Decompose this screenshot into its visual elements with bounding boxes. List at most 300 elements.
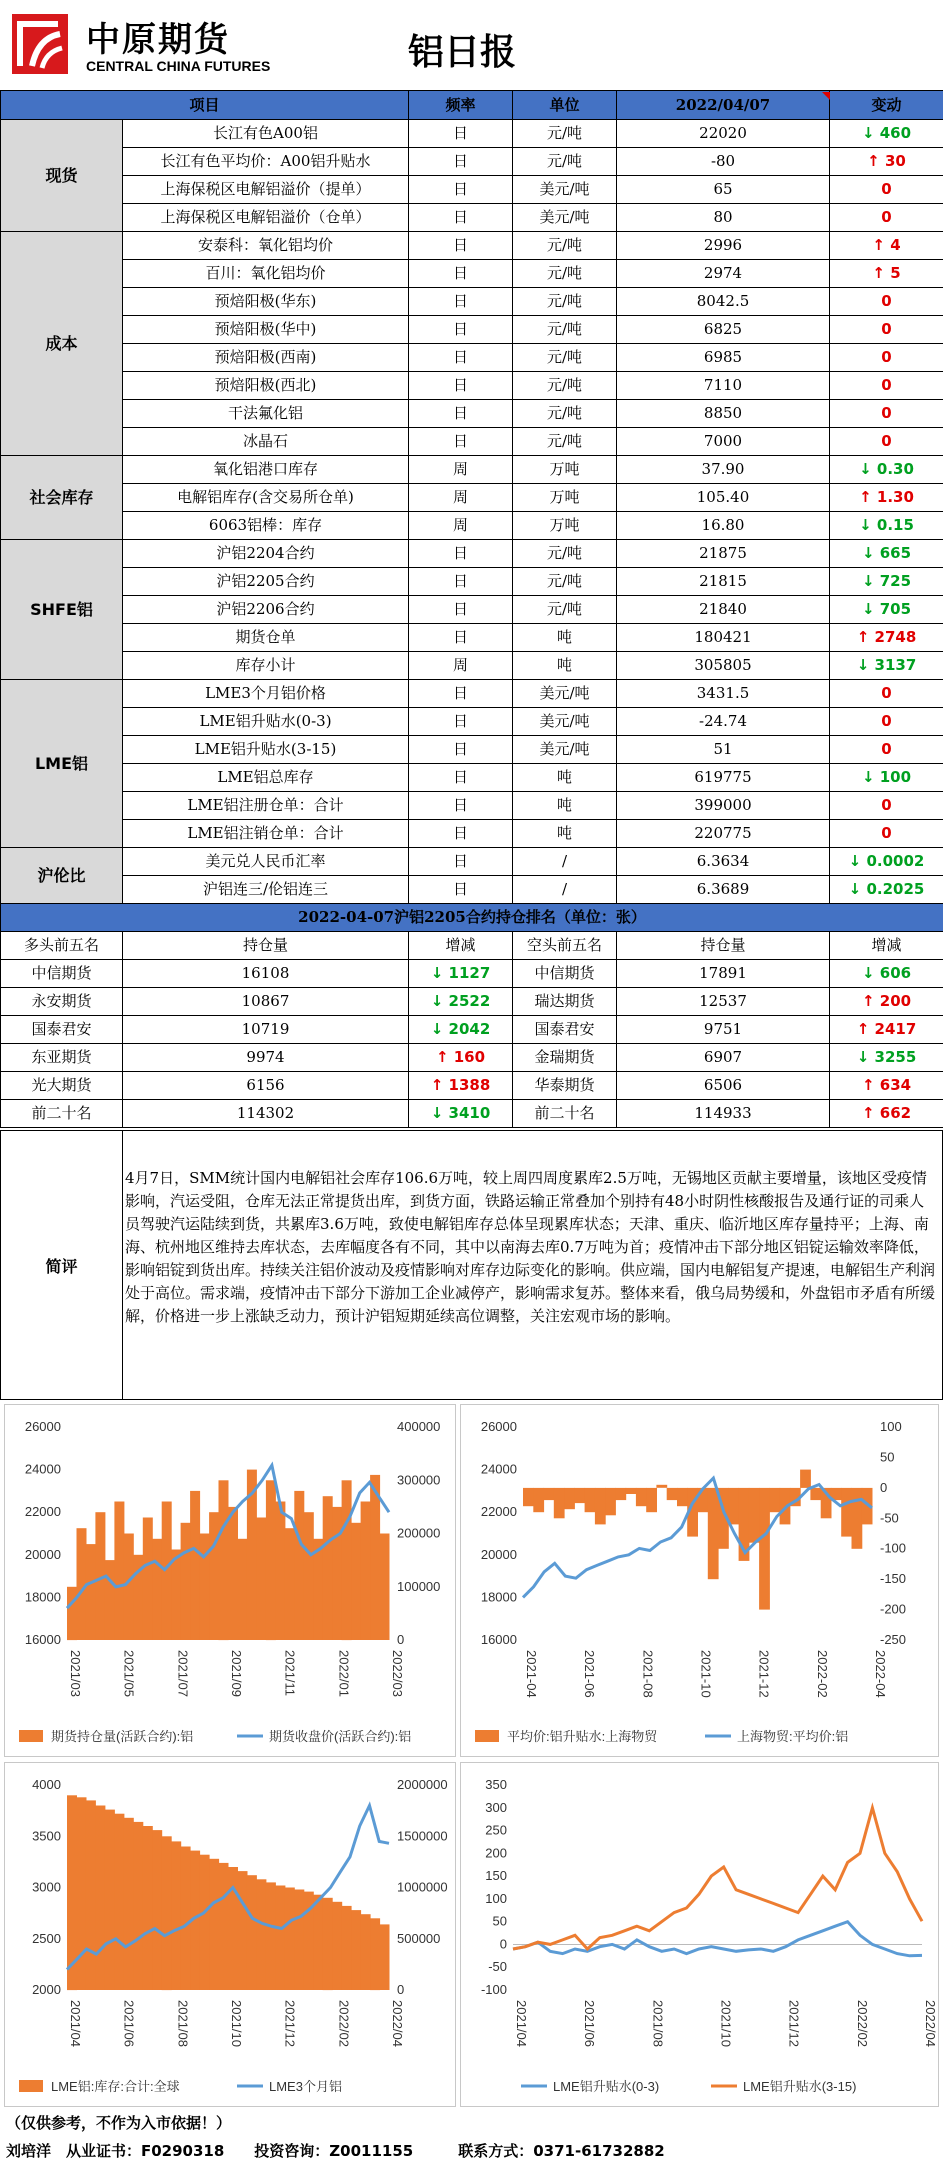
bar-mark <box>615 1488 626 1500</box>
value: 6.3689 <box>617 876 830 904</box>
bar-mark <box>656 1485 667 1488</box>
y-left-tick-label: 24000 <box>24 1461 61 1477</box>
change-value: 3255 <box>874 1048 917 1066</box>
value: 8850 <box>617 400 830 428</box>
change-value: 3410 <box>448 1104 491 1122</box>
arrow-up-icon: ↑ <box>435 1048 454 1066</box>
table-row <box>1 624 943 652</box>
comment-section <box>0 1130 943 1400</box>
bar-mark <box>124 1534 134 1641</box>
bar-mark <box>105 1560 115 1640</box>
y-left-tick-label: 24000 <box>480 1461 517 1477</box>
table-row <box>1 148 943 176</box>
item-name: LME铝升贴水(3-15) <box>123 736 409 764</box>
y-right-tick-label: 400000 <box>397 1419 441 1434</box>
change-value: 725 <box>879 572 912 590</box>
positions-row <box>1 1072 943 1100</box>
value: 6825 <box>617 316 830 344</box>
bar-mark <box>95 1806 105 1991</box>
bar-mark <box>342 1906 352 1990</box>
x-tick-label: 2021/12 <box>282 2000 298 2047</box>
bar-mark <box>285 1888 295 1991</box>
change-cell <box>830 568 943 596</box>
page-title: 铝日报 <box>408 32 517 73</box>
long-change <box>409 1100 513 1128</box>
change-cell <box>830 540 943 568</box>
change-value: 0 <box>881 404 892 422</box>
bar-mark <box>351 1910 361 1990</box>
long-position: 10719 <box>123 1016 409 1044</box>
short-change <box>830 1016 943 1044</box>
table-row <box>1 512 943 540</box>
y-right-tick-label: 0 <box>397 1982 405 1997</box>
item-name: 氧化铝港口库存 <box>123 456 409 484</box>
change-cell <box>830 820 943 848</box>
y-right-tick-label: 200000 <box>397 1525 441 1541</box>
bar-mark <box>171 1550 181 1641</box>
frequency: 日 <box>409 148 513 176</box>
bar-mark <box>171 1841 181 1990</box>
y-left-tick-label: 200 <box>485 1845 507 1861</box>
table-row <box>1 876 943 904</box>
change-cell <box>830 260 943 288</box>
bar-mark <box>667 1488 678 1500</box>
y-left-tick-label: 3500 <box>32 1828 61 1844</box>
table-row <box>1 792 943 820</box>
unit: 吨 <box>513 764 617 792</box>
short-member: 金瑞期货 <box>513 1044 617 1072</box>
frequency: 日 <box>409 568 513 596</box>
x-tick-label: 2021/08 <box>650 2000 666 2047</box>
arrow-down-icon: ↓ <box>861 600 880 618</box>
arrow-down-icon: ↓ <box>861 544 880 562</box>
bar-mark <box>595 1488 606 1525</box>
y-left-tick-label: 18000 <box>24 1589 61 1605</box>
change-value: 1.30 <box>876 488 914 506</box>
item-name: 沪铝2205合约 <box>123 568 409 596</box>
unit: 吨 <box>513 792 617 820</box>
value: 80 <box>617 204 830 232</box>
value: 21815 <box>617 568 830 596</box>
table-row <box>1 400 943 428</box>
change-cell <box>830 596 943 624</box>
x-tick-label: 2021-08 <box>640 1650 656 1698</box>
comment-label: 简评 <box>1 1131 123 1399</box>
y-right-tick-label: 50 <box>880 1449 895 1465</box>
value: 21840 <box>617 596 830 624</box>
bar-mark <box>219 1863 229 1990</box>
long-member: 光大期货 <box>1 1072 123 1100</box>
category-cell: 社会库存 <box>1 456 123 540</box>
change-value: 5 <box>890 264 901 282</box>
change-cell <box>830 204 943 232</box>
value: 180421 <box>617 624 830 652</box>
item-name: 长江有色A00铝 <box>123 120 409 148</box>
bar-mark <box>114 1814 124 1990</box>
item-name: 长江有色平均价：A00铝升贴水 <box>123 148 409 176</box>
value: 619775 <box>617 764 830 792</box>
change-value: 4 <box>890 236 901 254</box>
y-right-tick-label: -200 <box>880 1601 907 1617</box>
arrow-down-icon: ↓ <box>859 516 877 534</box>
y-right-tick-label: -100 <box>880 1540 907 1556</box>
x-tick-label: 2021/10 <box>718 2000 734 2047</box>
frequency: 日 <box>409 428 513 456</box>
change-cell <box>830 708 943 736</box>
long-member: 前二十名 <box>1 1100 123 1128</box>
long-member: 中信期货 <box>1 960 123 988</box>
short-position: 9751 <box>617 1016 830 1044</box>
change-value: 0 <box>881 796 892 814</box>
y-left-tick-label: 100 <box>485 1890 507 1906</box>
y-right-tick-label: 500000 <box>397 1930 441 1946</box>
unit: 万吨 <box>513 512 617 540</box>
value: 22020 <box>617 120 830 148</box>
arrow-down-icon: ↓ <box>430 1104 449 1122</box>
bar-mark <box>351 1523 361 1640</box>
item-name: 预焙阳极(西南) <box>123 344 409 372</box>
arrow-down-icon: ↓ <box>861 572 880 590</box>
change-value: 0 <box>881 684 892 702</box>
change-cell <box>830 176 943 204</box>
frequency: 日 <box>409 232 513 260</box>
bar-mark <box>200 1855 210 1990</box>
x-tick-label: 2021/04 <box>514 2000 529 2047</box>
arrow-down-icon: ↓ <box>430 992 449 1010</box>
unit: 美元/吨 <box>513 736 617 764</box>
short-member: 瑞达期货 <box>513 988 617 1016</box>
y-left-tick-label: 16000 <box>480 1632 517 1647</box>
x-tick-label: 2021/10 <box>229 2000 244 2047</box>
corner-mark-icon <box>822 92 830 100</box>
change-cell <box>830 652 943 680</box>
y-right-tick-label: 100 <box>880 1419 902 1434</box>
bar-mark <box>810 1488 821 1500</box>
x-tick-label: 2021/07 <box>175 1650 191 1697</box>
unit: 美元/吨 <box>513 204 617 232</box>
bar-mark <box>181 1847 191 1991</box>
bar-mark <box>86 1544 96 1640</box>
bar-mark <box>574 1488 585 1503</box>
change-value: 2042 <box>448 1020 491 1038</box>
bar-mark <box>728 1488 739 1525</box>
item-name: 库存小计 <box>123 652 409 680</box>
change-value: 634 <box>879 1076 912 1094</box>
change-cell <box>830 876 943 904</box>
category-cell: 现货 <box>1 120 123 232</box>
bar-mark <box>238 1871 248 1990</box>
change-value: 0 <box>881 180 892 198</box>
item-name: 上海保税区电解铝溢价（仓单） <box>123 204 409 232</box>
table-row <box>1 484 943 512</box>
item-name: 干法氟化铝 <box>123 400 409 428</box>
unit: 元/吨 <box>513 372 617 400</box>
x-tick-label: 2022-02 <box>814 1650 830 1698</box>
item-name: 期货仓单 <box>123 624 409 652</box>
table-row <box>1 260 943 288</box>
item-name: LME铝注册仓单：合计 <box>123 792 409 820</box>
y-right-tick-label: 1000000 <box>397 1879 448 1895</box>
col-header: 2022/04/07 <box>617 91 830 120</box>
logo-english-name: CENTRAL CHINA FUTURES <box>86 58 271 74</box>
bar-mark <box>209 1512 219 1640</box>
bar-mark <box>332 1902 342 1990</box>
col-header: 变动 <box>830 91 943 120</box>
positions-col-header: 多头前五名 <box>1 932 123 960</box>
change-value: 0 <box>881 292 892 310</box>
bar-mark <box>114 1502 124 1641</box>
change-cell <box>830 400 943 428</box>
table-row <box>1 540 943 568</box>
item-name: 预焙阳极(华东) <box>123 288 409 316</box>
change-value: 665 <box>879 544 912 562</box>
bar-mark <box>181 1523 191 1640</box>
short-position: 6907 <box>617 1044 830 1072</box>
positions-col-header: 增减 <box>830 932 943 960</box>
chart-lme-spreads <box>460 1762 939 2107</box>
category-cell: SHFE铝 <box>1 540 123 680</box>
price-table <box>0 90 943 904</box>
bar-mark <box>626 1488 637 1494</box>
bar-mark <box>285 1528 295 1640</box>
short-member: 国泰君安 <box>513 1016 617 1044</box>
item-name: LME铝注销仓单：合计 <box>123 820 409 848</box>
unit: 元/吨 <box>513 120 617 148</box>
comment-text: 4月7日，SMM统计国内电解铝社会库存106.6万吨，较上周四周度累库2.5万吨，无锡地区贡献主要增量，该地区受疫情影响，汽运受阻，仓库无法正常提货出库，到货方面，铁路运输正常叠加个别持有48小时阴性核酸报告及通行证的司乘人员驾驶汽运陆续到货，共累库3.6万吨，致使电解铝库存总体呈现累库状态；天津、重庆、临沂地区库存量持平；上海、南海、杭州地区维持去库状态，去库幅度各有不同，其中以南海去库0.7万吨为首；疫情冲击下部分地区铝锭运输效率降低，影响铝锭到货出库。持续关注铝价波动及疫情影响对库存边际变化的影响。供应端，国内电解铝复产提速，电解铝生产利润处于高位。需求端，疫情冲击下部分下游加工企业减停产，影响需求复苏。整体来看，俄乌局势缓和，外盘铝市矛盾有所缓解，价格进一步上涨缺乏动力，预计沪铝短期延续高位调整，关注宏观市场的影响。 <box>125 1169 936 1325</box>
y-left-tick-label: 250 <box>485 1822 507 1838</box>
arrow-up-icon: ↑ <box>872 264 891 282</box>
y-left-tick-label: 26000 <box>24 1419 61 1434</box>
legend-swatch-icon <box>19 2080 43 2092</box>
long-change <box>409 988 513 1016</box>
value: 105.40 <box>617 484 830 512</box>
bar-mark <box>605 1488 616 1515</box>
legend-label: 期货持仓量(活跃合约):铝 <box>51 1729 194 1744</box>
item-name: LME3个月铝价格 <box>123 680 409 708</box>
change-value: 160 <box>453 1048 486 1066</box>
change-value: 0 <box>881 376 892 394</box>
x-tick-label: 2022/02 <box>854 2000 870 2047</box>
frequency: 日 <box>409 736 513 764</box>
bar-mark <box>585 1488 596 1512</box>
change-cell <box>830 792 943 820</box>
x-tick-label: 2022/01 <box>336 1650 352 1697</box>
long-position: 114302 <box>123 1100 409 1128</box>
bar-mark <box>380 1534 390 1641</box>
legend-label: 期货收盘价(活跃合约):铝 <box>269 1729 412 1744</box>
positions-title: 2022-04-07沪铝2205合约持仓排名（单位：张） <box>1 904 943 932</box>
unit: 吨 <box>513 624 617 652</box>
bar-mark <box>238 1539 248 1640</box>
bar-mark <box>294 1491 304 1640</box>
item-name: 预焙阳极(华中) <box>123 316 409 344</box>
frequency: 日 <box>409 764 513 792</box>
change-value: 0 <box>881 348 892 366</box>
bar-mark <box>370 1475 380 1640</box>
y-left-tick-label: 300 <box>485 1799 507 1815</box>
table-row <box>1 652 943 680</box>
bar-mark <box>677 1488 688 1506</box>
frequency: 周 <box>409 652 513 680</box>
y-left-tick-label: 20000 <box>24 1546 61 1562</box>
bar-mark <box>275 1502 285 1641</box>
y-left-tick-label: 20000 <box>480 1546 517 1562</box>
item-name: 沪铝2204合约 <box>123 540 409 568</box>
x-tick-label: 2022/02 <box>336 2000 352 2047</box>
y-left-tick-label: -50 <box>488 1959 507 1975</box>
bar-mark <box>209 1859 219 1990</box>
unit: 元/吨 <box>513 344 617 372</box>
legend-label: LME铝升贴水(3-15) <box>743 2079 857 2094</box>
value: 399000 <box>617 792 830 820</box>
bar-mark <box>564 1488 575 1509</box>
short-change <box>830 1072 943 1100</box>
change-value: 0.15 <box>876 516 914 534</box>
change-value: 0.0002 <box>866 852 925 870</box>
bar-mark <box>769 1488 780 1512</box>
table-row <box>1 344 943 372</box>
arrow-up-icon: ↑ <box>861 992 880 1010</box>
value: 305805 <box>617 652 830 680</box>
change-value: 662 <box>879 1104 912 1122</box>
short-member: 中信期货 <box>513 960 617 988</box>
value: 16.80 <box>617 512 830 540</box>
item-name: 安泰科：氧化铝均价 <box>123 232 409 260</box>
long-position: 9974 <box>123 1044 409 1072</box>
table-row <box>1 736 943 764</box>
value: 65 <box>617 176 830 204</box>
legend-label: 平均价:铝升贴水:上海物贸 <box>507 1729 658 1744</box>
short-change <box>830 1044 943 1072</box>
short-position: 6506 <box>617 1072 830 1100</box>
arrow-down-icon: ↓ <box>861 768 880 786</box>
legend-label: LME铝:库存:合计:全球 <box>51 2079 180 2094</box>
value: 37.90 <box>617 456 830 484</box>
arrow-up-icon: ↑ <box>867 152 885 170</box>
col-header-item: 项目 <box>1 91 409 120</box>
table-row <box>1 820 943 848</box>
frequency: 日 <box>409 344 513 372</box>
change-value: 2748 <box>874 628 917 646</box>
bar-mark <box>256 1879 266 1990</box>
unit: 元/吨 <box>513 232 617 260</box>
table-row <box>1 764 943 792</box>
bar-mark <box>133 1822 143 1990</box>
change-value: 0 <box>881 824 892 842</box>
y-right-tick-label: 1500000 <box>397 1828 448 1844</box>
x-tick-label: 2021-04 <box>524 1650 539 1698</box>
y-right-tick-label: 100000 <box>397 1578 441 1594</box>
change-cell <box>830 344 943 372</box>
positions-row <box>1 1044 943 1072</box>
long-member: 国泰君安 <box>1 1016 123 1044</box>
y-right-tick-label: -150 <box>880 1571 907 1587</box>
bar-mark <box>332 1507 342 1640</box>
contact-info: 刘培洋 从业证书：F0290318 投资咨询：Z0011155 联系方式：0371-61732882 <box>6 2142 665 2160</box>
item-name: LME铝总库存 <box>123 764 409 792</box>
unit: / <box>513 848 617 876</box>
arrow-down-icon: ↓ <box>859 460 877 478</box>
long-change <box>409 960 513 988</box>
frequency: 日 <box>409 708 513 736</box>
table-row <box>1 848 943 876</box>
bar-mark <box>304 1512 314 1640</box>
change-value: 606 <box>879 964 912 982</box>
bar-mark <box>852 1488 863 1549</box>
arrow-down-icon: ↓ <box>848 852 867 870</box>
bar-mark <box>313 1895 323 1990</box>
item-name: 上海保税区电解铝溢价（提单） <box>123 176 409 204</box>
category-cell: 沪伦比 <box>1 848 123 904</box>
bar-mark <box>266 1882 276 1990</box>
bar-mark <box>86 1800 96 1990</box>
long-change <box>409 1016 513 1044</box>
chart-open-interest-price <box>4 1404 456 1757</box>
value: -24.74 <box>617 708 830 736</box>
bar-mark <box>370 1918 380 1990</box>
short-change <box>830 1100 943 1128</box>
legend-label: LME3个月铝 <box>269 2079 342 2094</box>
bar-mark <box>708 1488 719 1579</box>
unit: 美元/吨 <box>513 680 617 708</box>
y-left-tick-label: 16000 <box>24 1632 61 1647</box>
position-ranking-table <box>0 903 943 1128</box>
value: 3431.5 <box>617 680 830 708</box>
long-member: 永安期货 <box>1 988 123 1016</box>
value: 220775 <box>617 820 830 848</box>
change-cell <box>830 624 943 652</box>
item-name: 美元兑人民币汇率 <box>123 848 409 876</box>
unit: 元/吨 <box>513 596 617 624</box>
disclaimer: （仅供参考，不作为入市依据！） <box>6 2114 232 2132</box>
unit: 元/吨 <box>513 288 617 316</box>
change-cell <box>830 512 943 540</box>
short-position: 12537 <box>617 988 830 1016</box>
x-tick-label: 2022/03 <box>390 1650 405 1697</box>
bar-mark <box>636 1488 647 1506</box>
short-position: 114933 <box>617 1100 830 1128</box>
chart-lme-inventory-price <box>4 1762 456 2107</box>
change-cell <box>830 484 943 512</box>
item-name: LME铝升贴水(0-3) <box>123 708 409 736</box>
change-value: 0 <box>881 208 892 226</box>
change-value: 30 <box>884 152 906 170</box>
x-tick-label: 2022/04 <box>923 2000 938 2047</box>
y-right-tick-label: 0 <box>880 1479 888 1495</box>
item-name: 预焙阳极(西北) <box>123 372 409 400</box>
x-tick-label: 2022-04 <box>873 1650 888 1698</box>
y-left-tick-label: 18000 <box>480 1589 517 1605</box>
change-value: 0.30 <box>876 460 914 478</box>
bar-mark <box>380 1924 390 1990</box>
report-header <box>0 0 943 90</box>
bar-mark <box>219 1480 229 1640</box>
table-row <box>1 596 943 624</box>
bar-mark <box>759 1488 770 1610</box>
bar-mark <box>533 1488 544 1512</box>
arrow-down-icon: ↓ <box>430 964 449 982</box>
value: 21875 <box>617 540 830 568</box>
category-cell: LME铝 <box>1 680 123 848</box>
y-left-tick-label: 0 <box>499 1936 507 1952</box>
y-left-tick-label: 50 <box>492 1913 507 1929</box>
logo-chinese-name: 中原期货 <box>86 20 230 60</box>
unit: 吨 <box>513 820 617 848</box>
category-cell: 成本 <box>1 232 123 456</box>
x-tick-label: 2021/08 <box>175 2000 191 2047</box>
series-line-s1 <box>513 1922 922 1956</box>
item-name: 冰晶石 <box>123 428 409 456</box>
